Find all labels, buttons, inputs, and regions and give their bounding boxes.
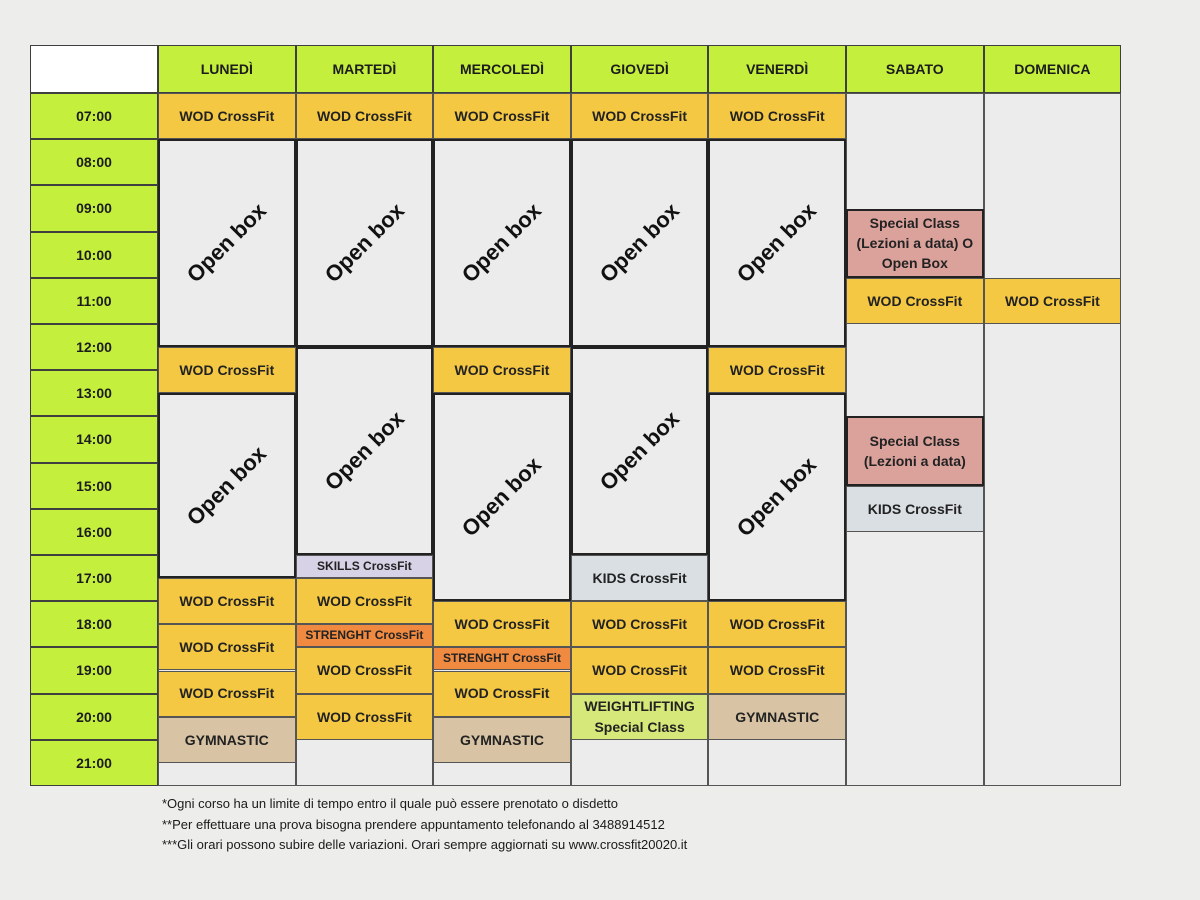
class-label: WOD CrossFit xyxy=(316,708,412,725)
class-label: STRENGHT CrossFit xyxy=(442,651,561,666)
footnote-trial: **Per effettuare una prova bisogna prendere appuntamento telefonando al 3488914512 xyxy=(162,816,665,832)
time-slot-label: 12:00 xyxy=(30,324,158,370)
class-label: WOD CrossFit xyxy=(179,593,275,610)
class-label: WOD CrossFit xyxy=(867,292,963,309)
class-block-strength[interactable] xyxy=(296,624,434,647)
class-label: WOD CrossFit xyxy=(729,662,825,679)
day-header: DOMENICA xyxy=(984,45,1122,93)
time-slot-label: 08:00 xyxy=(30,139,158,185)
time-slot-label: 10:00 xyxy=(30,232,158,278)
open-box-label: Open box xyxy=(732,198,822,288)
open-box-label: Open box xyxy=(181,198,272,288)
class-label: WOD CrossFit xyxy=(179,362,275,379)
class-block-wod[interactable] xyxy=(571,647,709,693)
class-label: GYMNASTIC xyxy=(735,708,820,725)
class-block-open[interactable] xyxy=(296,139,434,347)
class-label: GYMNASTIC xyxy=(459,731,544,748)
class-block-open[interactable] xyxy=(296,347,434,555)
class-block-wod[interactable] xyxy=(296,647,434,693)
class-label: SKILLS CrossFit xyxy=(317,558,412,573)
class-block-open[interactable] xyxy=(708,393,846,601)
class-label: WEIGHTLIFTING Special Class xyxy=(584,698,695,735)
day-header: MERCOLEDÌ xyxy=(433,45,571,93)
time-slot-label: 20:00 xyxy=(30,694,158,740)
class-label: KIDS CrossFit xyxy=(592,569,687,586)
class-label: WOD CrossFit xyxy=(316,107,412,124)
class-label: WOD CrossFit xyxy=(729,616,825,633)
class-label: Special Class (Lezioni a data) xyxy=(863,432,966,470)
class-block-wod[interactable] xyxy=(433,347,571,393)
footnotes xyxy=(162,794,687,856)
class-label: STRENGHT CrossFit xyxy=(305,628,424,643)
time-slot-label: 14:00 xyxy=(30,416,158,462)
class-block-wod[interactable] xyxy=(158,347,296,393)
class-label: WOD CrossFit xyxy=(316,662,412,679)
class-block-gym[interactable] xyxy=(433,717,571,763)
class-label: WOD CrossFit xyxy=(1004,292,1100,309)
class-block-gym[interactable] xyxy=(158,717,296,763)
class-block-wod[interactable] xyxy=(158,671,296,717)
weekly-schedule-grid xyxy=(30,45,1121,786)
class-label: WOD CrossFit xyxy=(592,616,688,633)
class-block-wod[interactable] xyxy=(708,601,846,647)
class-block-special[interactable] xyxy=(846,209,984,278)
day-header: SABATO xyxy=(846,45,984,93)
day-header: GIOVEDÌ xyxy=(571,45,709,93)
class-block-open[interactable] xyxy=(433,139,571,347)
time-slot-label: 11:00 xyxy=(30,278,158,324)
class-block-wod[interactable] xyxy=(433,671,571,717)
class-label: WOD CrossFit xyxy=(729,362,825,379)
time-slot-label: 07:00 xyxy=(30,93,158,139)
class-block-kids[interactable] xyxy=(571,555,709,601)
class-block-wod[interactable] xyxy=(846,278,984,324)
class-label: WOD CrossFit xyxy=(454,107,550,124)
class-block-wod[interactable] xyxy=(571,601,709,647)
day-header: VENERDÌ xyxy=(708,45,846,93)
class-label: KIDS CrossFit xyxy=(867,500,962,517)
class-label: Special Class (Lezioni a data) O Open Box xyxy=(856,214,974,272)
time-slot-label: 16:00 xyxy=(30,509,158,555)
class-label: WOD CrossFit xyxy=(179,639,275,656)
class-block-wod[interactable] xyxy=(158,624,296,670)
class-block-kids[interactable] xyxy=(846,486,984,532)
class-label: WOD CrossFit xyxy=(454,616,550,633)
open-box-label: Open box xyxy=(181,440,272,531)
open-box-label: Open box xyxy=(732,452,822,542)
class-block-wod[interactable] xyxy=(296,694,434,740)
time-slot-label: 09:00 xyxy=(30,185,158,231)
class-block-wod[interactable] xyxy=(708,93,846,139)
class-label: WOD CrossFit xyxy=(179,107,275,124)
class-block-wod[interactable] xyxy=(708,347,846,393)
time-slot-label: 15:00 xyxy=(30,463,158,509)
time-slot-label: 19:00 xyxy=(30,647,158,693)
class-block-weight[interactable] xyxy=(571,694,709,740)
class-block-open[interactable] xyxy=(571,139,709,347)
footnote-changes: ***Gli orari possono subire delle variazioni. Orari sempre aggiornati su www.crossfit20020.it xyxy=(162,837,688,852)
class-block-wod[interactable] xyxy=(296,93,434,139)
time-slot-label: 17:00 xyxy=(30,555,158,601)
class-block-open[interactable] xyxy=(433,393,571,601)
class-block-wod[interactable] xyxy=(158,578,296,624)
class-block-wod[interactable] xyxy=(708,647,846,693)
class-block-special[interactable] xyxy=(846,416,984,485)
class-block-open[interactable] xyxy=(571,347,709,555)
day-header: MARTEDÌ xyxy=(296,45,434,93)
open-box-label: Open box xyxy=(456,452,547,542)
class-block-skills[interactable] xyxy=(296,555,434,578)
class-label: WOD CrossFit xyxy=(592,107,688,124)
open-box-label: Open box xyxy=(319,406,409,496)
class-block-wod[interactable] xyxy=(296,578,434,624)
open-box-label: Open box xyxy=(319,198,409,288)
class-block-wod[interactable] xyxy=(433,601,571,647)
class-block-strength[interactable] xyxy=(433,647,571,670)
day-header: LUNEDÌ xyxy=(158,45,296,93)
class-block-open[interactable] xyxy=(158,393,296,578)
class-label: WOD CrossFit xyxy=(179,685,275,702)
open-box-label: Open box xyxy=(594,406,684,496)
class-label: WOD CrossFit xyxy=(454,362,550,379)
open-box-label: Open box xyxy=(594,198,684,288)
day-column xyxy=(984,93,1122,786)
class-block-wod[interactable] xyxy=(158,93,296,139)
class-block-wod[interactable] xyxy=(433,93,571,139)
footnote-booking: *Ogni corso ha un limite di tempo entro il quale può essere prenotato o disdetto xyxy=(162,796,618,811)
class-block-open[interactable] xyxy=(158,139,296,347)
class-block-wod[interactable] xyxy=(984,278,1122,324)
time-slot-label: 21:00 xyxy=(30,740,158,786)
open-box-label: Open box xyxy=(456,198,547,288)
class-label: WOD CrossFit xyxy=(454,685,550,702)
time-slot-label: 13:00 xyxy=(30,370,158,416)
time-slot-label: 18:00 xyxy=(30,601,158,647)
class-label: WOD CrossFit xyxy=(592,662,688,679)
class-label: WOD CrossFit xyxy=(729,107,825,124)
class-label: WOD CrossFit xyxy=(316,593,412,610)
class-block-gym[interactable] xyxy=(708,694,846,740)
class-label: GYMNASTIC xyxy=(184,731,269,748)
class-block-wod[interactable] xyxy=(571,93,709,139)
class-block-open[interactable] xyxy=(708,139,846,347)
header-corner xyxy=(30,45,158,93)
